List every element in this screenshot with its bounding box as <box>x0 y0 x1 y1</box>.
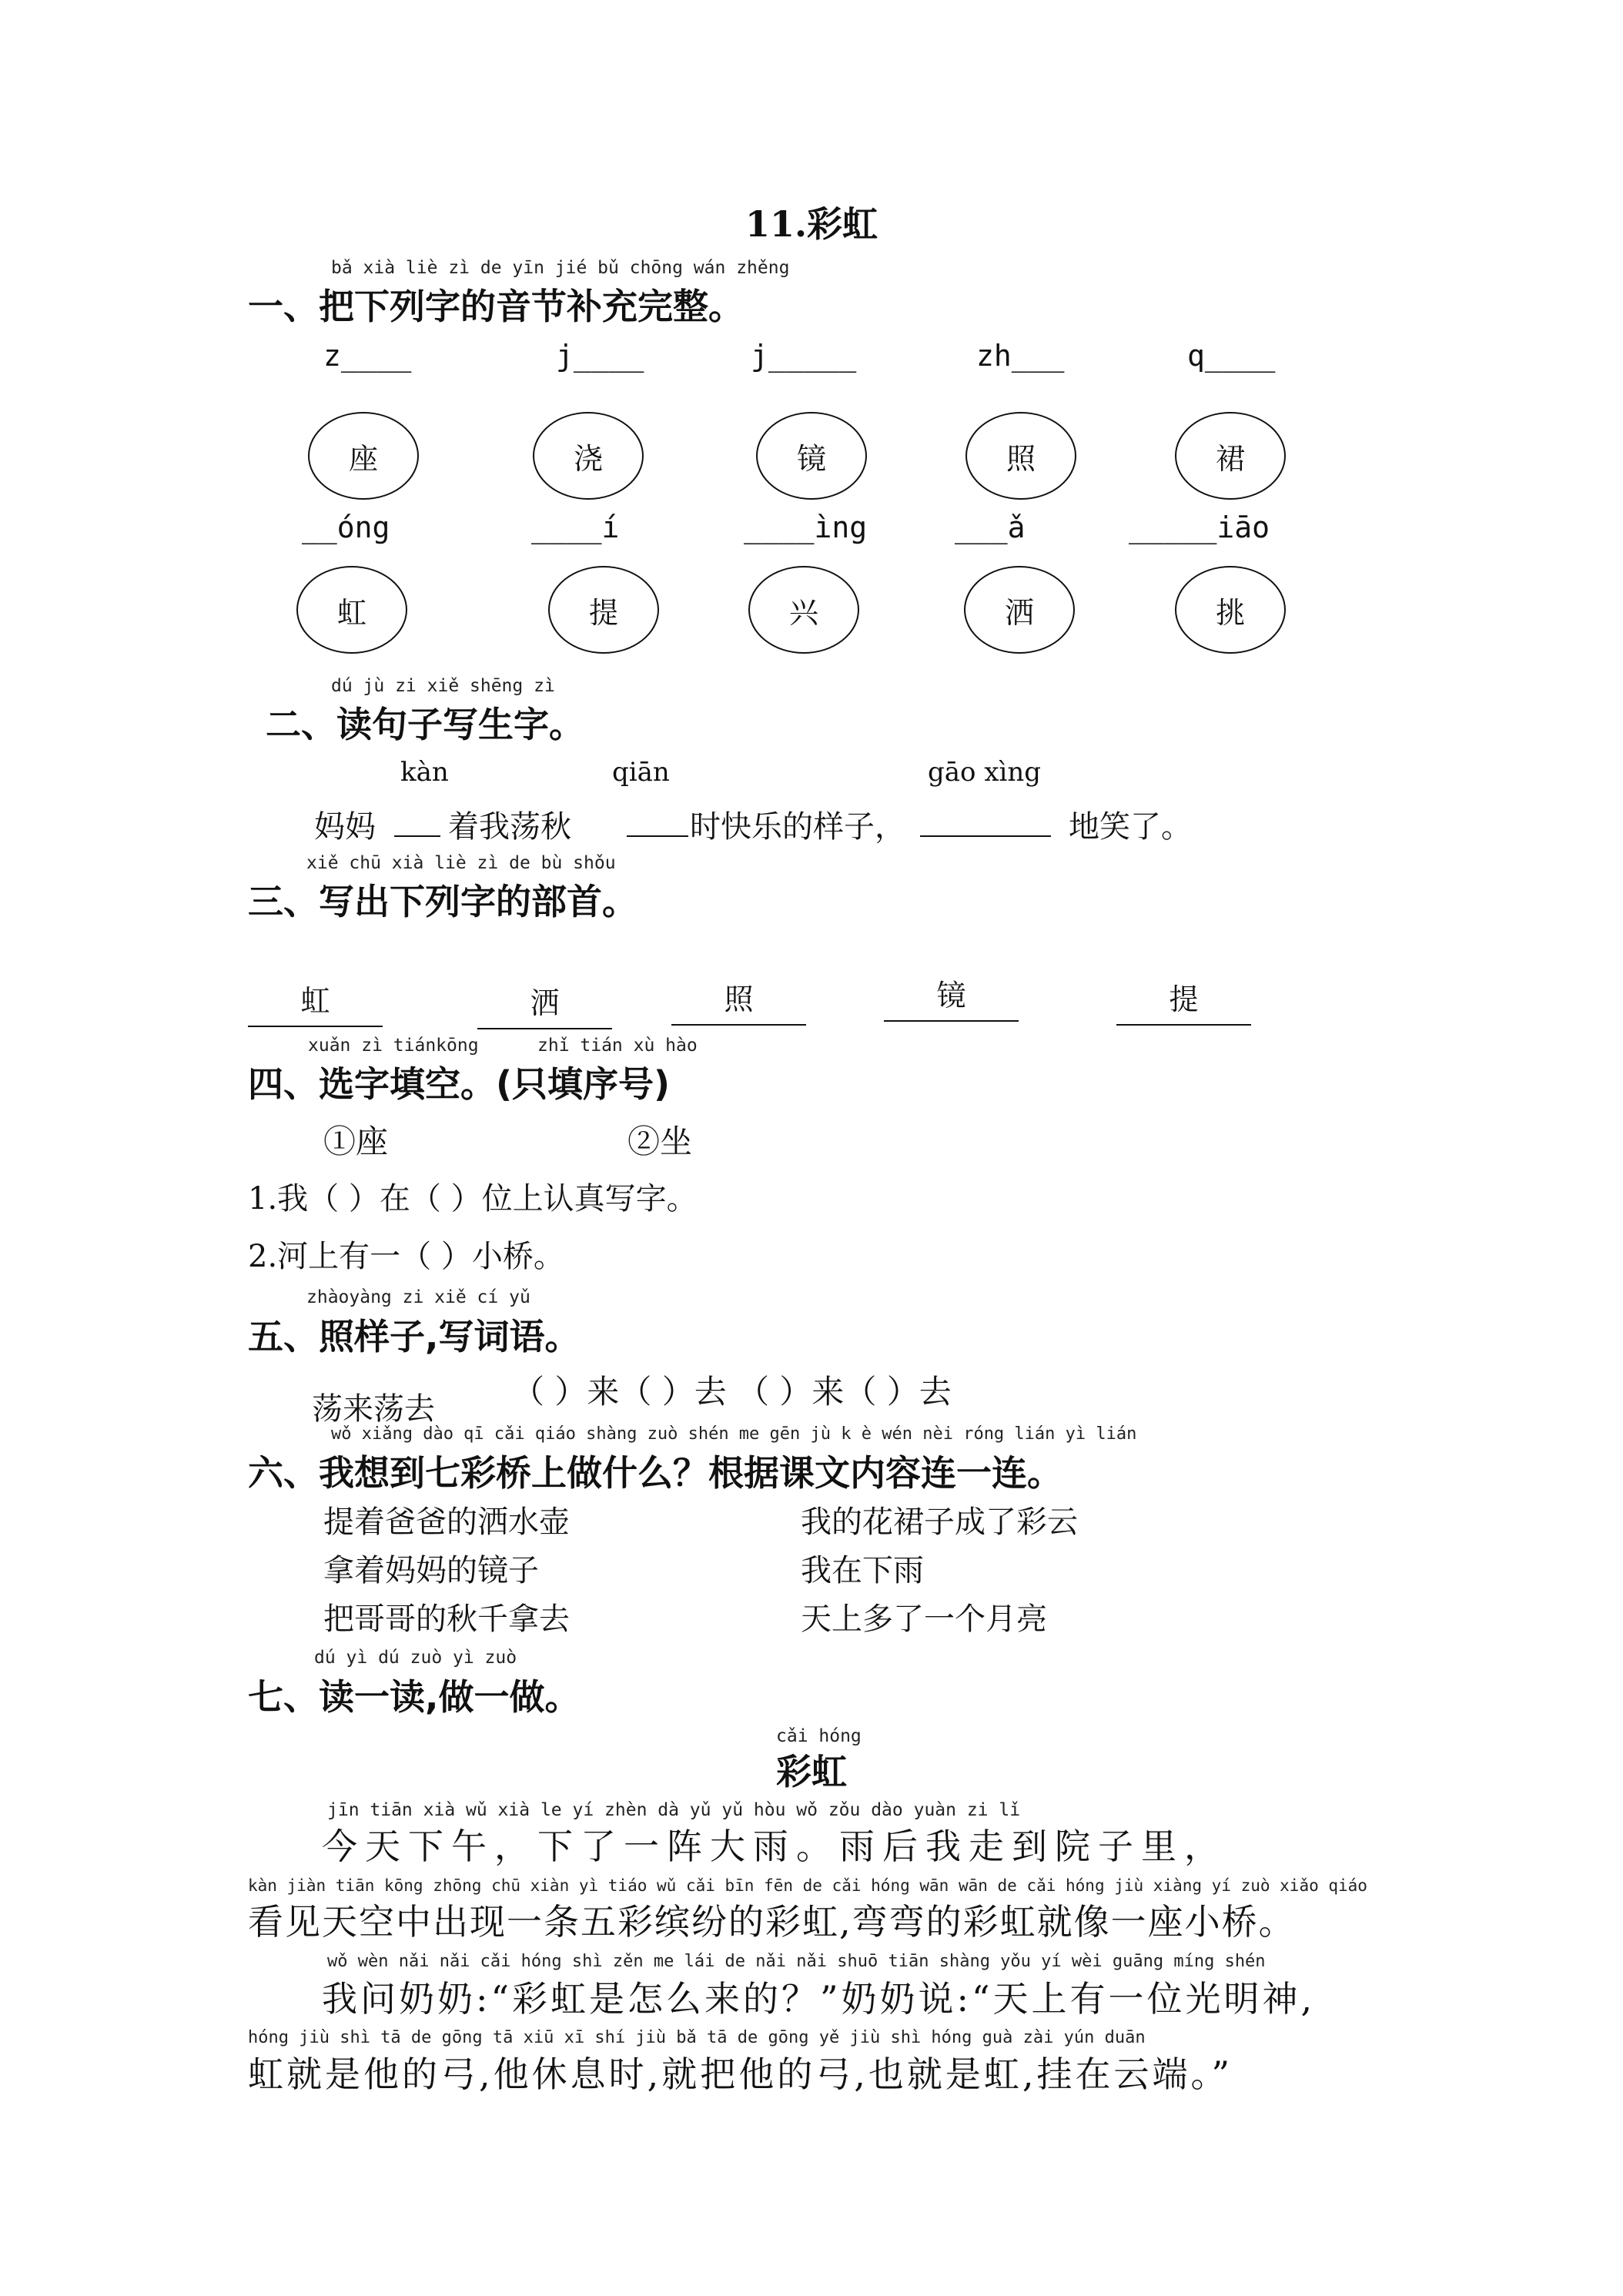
section3-heading: 三、写出下列字的部首。 <box>248 881 637 922</box>
section7-pinyin: dú yì dú zuò yì zuò <box>314 1648 517 1668</box>
story-line: 虹就是他的弓,他休息时,就把他的弓,也就是虹,挂在云端。” <box>248 2053 1233 2095</box>
option-2: ②坐 <box>627 1123 693 1160</box>
write-blank[interactable] <box>920 835 1051 837</box>
story-pinyin: hóng jiù shì tā de gōng tā xiū xī shí jiù bǎ tā de gōng yě jiù shì hóng guà zài yún duān <box>248 2028 1146 2047</box>
sentence-text: 妈妈 <box>314 809 376 845</box>
page-title: 11.彩虹 <box>745 203 878 245</box>
syllable-blank[interactable]: q____ <box>1187 339 1276 373</box>
char-oval: 裙 <box>1175 412 1286 500</box>
syllable-blank[interactable]: j_____ <box>751 339 857 373</box>
match-right-item[interactable]: 天上多了一个月亮 <box>801 1602 1047 1637</box>
syllable-blank[interactable]: _____iāo <box>1129 510 1270 544</box>
syllable-blank[interactable]: ___ǎ <box>955 510 1026 544</box>
match-left-item[interactable]: 把哥哥的秋千拿去 <box>323 1602 570 1637</box>
pinyin-hint: qiān <box>612 757 670 788</box>
sentence-text: 着我荡秋 <box>448 809 571 845</box>
question-1[interactable]: 1.我（ ）在（ ）位上认真写字。 <box>248 1181 698 1217</box>
story-line: 我问奶奶:“彩虹是怎么来的？”奶奶说:“天上有一位光明神, <box>322 1978 1316 2020</box>
sentence-text: 时快乐的样子， <box>690 809 905 845</box>
radical-blank[interactable]: 提 <box>1116 978 1251 1026</box>
example-word: 荡来荡去 <box>312 1391 435 1427</box>
syllable-blank[interactable]: ____ìng <box>744 510 868 544</box>
section6-pinyin: wǒ xiǎng dào qī cǎi qiáo shàng zuò shén me gēn jù k è wén nèi róng lián yì lián <box>331 1424 1137 1444</box>
match-left-item[interactable]: 拿着妈妈的镜子 <box>323 1553 539 1588</box>
story-line: 看见天空中出现一条五彩缤纷的彩虹,弯弯的彩虹就像一座小桥。 <box>248 1901 1296 1943</box>
section7-heading: 七、读一读,做一做。 <box>248 1676 581 1718</box>
radical-blank[interactable]: 镜 <box>884 974 1019 1022</box>
char-oval: 虹 <box>296 566 407 654</box>
match-left-item[interactable]: 提着爸爸的洒水壶 <box>323 1504 570 1540</box>
story-pinyin: jīn tiān xià wǔ xià le yí zhèn dà yǔ yǔ hòu wǒ zǒu dào yuàn zi lǐ <box>327 1800 1021 1820</box>
section4-heading: 四、选字填空。(只填序号) <box>248 1063 671 1105</box>
char-oval: 提 <box>548 566 659 654</box>
section5-heading: 五、照样子,写词语。 <box>248 1316 581 1357</box>
radical-blank[interactable]: 照 <box>671 978 806 1026</box>
sentence-text: 地笑了。 <box>1069 809 1192 845</box>
syllable-blank[interactable]: ____í <box>531 510 620 544</box>
char-oval: 挑 <box>1175 566 1286 654</box>
story-line: 今天下午，下了一阵大雨。雨后我走到院子里， <box>322 1826 1227 1867</box>
section2-heading: 二、读句子写生字。 <box>266 704 584 745</box>
char-oval: 座 <box>308 412 419 500</box>
syllable-blank[interactable]: z____ <box>323 339 412 373</box>
section3-pinyin: xiě chū xià liè zì de bù shǒu <box>306 853 616 873</box>
radical-blank[interactable]: 洒 <box>477 982 612 1029</box>
story-pinyin: kàn jiàn tiān kōng zhōng chū xiàn yì tiáo wǔ cǎi bīn fēn de cǎi hóng wān wān de cǎi hóng jiù xiàng yí zuò xiǎo qiáo <box>248 1876 1367 1895</box>
section2-pinyin: dú jù zi xiě shēng zì <box>331 676 555 696</box>
question-2[interactable]: 2.河上有一（ ）小桥。 <box>248 1239 564 1274</box>
match-right-item[interactable]: 我的花裙子成了彩云 <box>801 1504 1078 1540</box>
section6-heading: 六、我想到七彩桥上做什么？根据课文内容连一连。 <box>248 1452 1062 1494</box>
syllable-blank[interactable]: __óng <box>302 510 390 544</box>
section4-pinyin: zhǐ tián xù hào <box>537 1036 698 1056</box>
pinyin-hint: gāo xìng <box>928 757 1042 788</box>
write-blank[interactable] <box>627 835 688 837</box>
story-title-pinyin: cǎi hóng <box>776 1726 862 1746</box>
section4-pinyin: xuǎn zì tiánkōng <box>308 1036 479 1056</box>
radical-blank[interactable]: 虹 <box>248 979 383 1027</box>
write-blank[interactable] <box>394 835 440 837</box>
char-oval: 洒 <box>964 566 1075 654</box>
option-1: ①座 <box>323 1123 389 1160</box>
char-oval: 镜 <box>756 412 867 500</box>
section5-pinyin: zhàoyàng zi xiě cí yǔ <box>306 1287 530 1307</box>
syllable-blank[interactable]: zh___ <box>976 339 1065 373</box>
char-oval: 兴 <box>748 566 859 654</box>
char-oval: 照 <box>965 412 1076 500</box>
match-right-item[interactable]: 我在下雨 <box>801 1553 924 1588</box>
story-pinyin: wǒ wèn nǎi nǎi cǎi hóng shì zěn me lái de nǎi nǎi shuō tiān shàng yǒu yí wèi guāng míng shén <box>327 1952 1266 1971</box>
syllable-blank[interactable]: j____ <box>556 339 644 373</box>
word-blanks[interactable]: （ ）来（ ）去 （ ）来（ ）去 <box>512 1373 952 1411</box>
char-oval: 浇 <box>533 412 644 500</box>
story-title: 彩虹 <box>776 1751 847 1792</box>
pinyin-hint: kàn <box>400 757 449 788</box>
section1-heading: 一、把下列字的音节补充完整。 <box>248 286 744 327</box>
section1-pinyin: bǎ xià liè zì de yīn jié bǔ chōng wán zhěng <box>331 258 790 278</box>
